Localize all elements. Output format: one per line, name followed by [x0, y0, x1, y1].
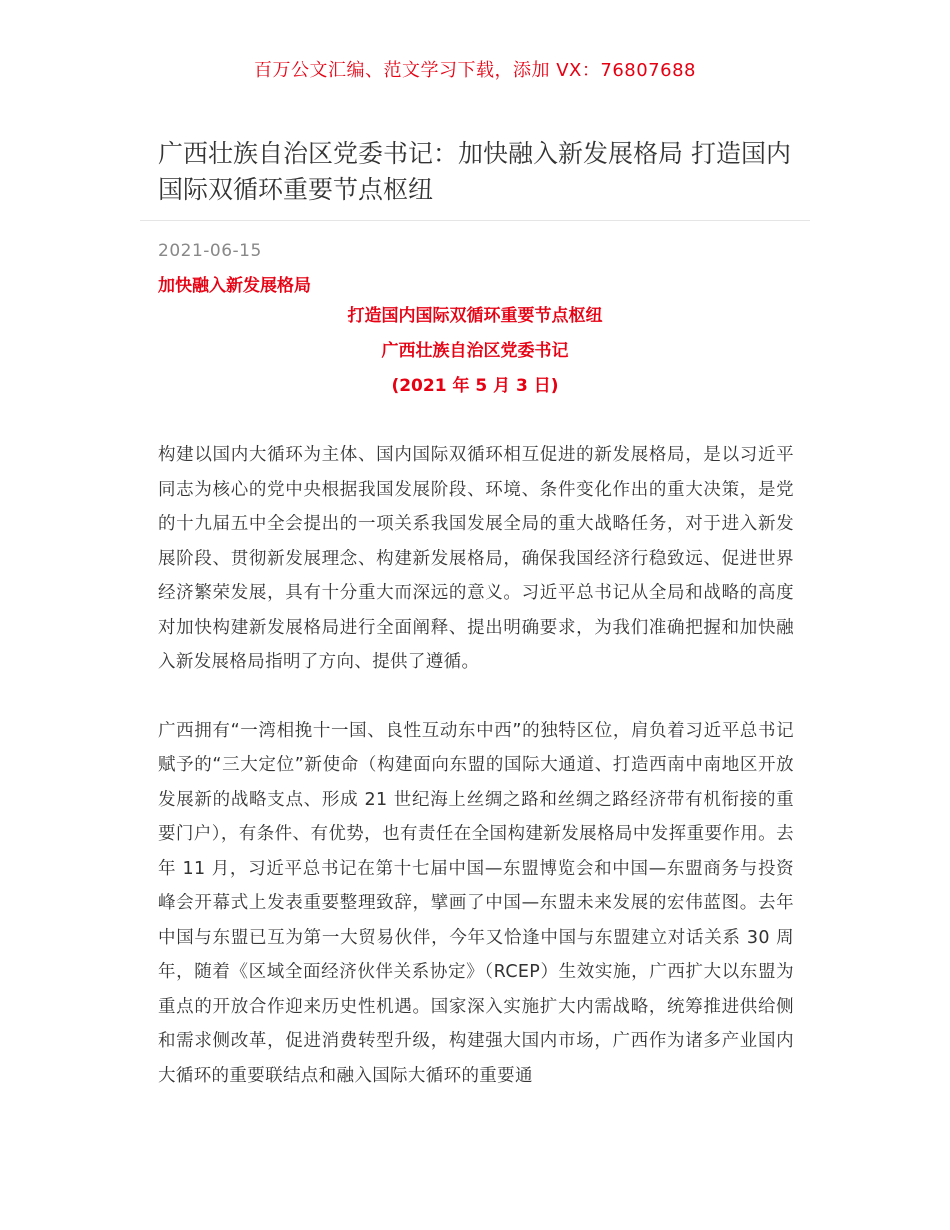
promo-banner: 百万公文汇编、范文学习下载，添加 VX：76807688: [254, 60, 696, 81]
title-divider: [140, 220, 810, 221]
article-body: [158, 438, 794, 1127]
publish-date: 2021-06-15: [158, 241, 262, 261]
centered-heading-date: (2021 年 5 月 3 日): [391, 376, 559, 396]
body-paragraph: 构建以国内大循环为主体、国内国际双循环相互促进的新发展格局，是以习近平同志为核心的党中央根据我国发展阶段、环境、条件变化作出的重大决策，是党的十九届五中全会提出的一项关系我国发展全局的重大战略任务，对于进入新发展阶段、贯彻新发展理念、构建新发展格局，确保我国经济行稳致远、促进世界经济繁荣发展，具有十分重大而深远的意义。习近平总书记从全局和战略的高度对加快构建新发展格局进行全面阐释、提出明确要求，为我们准确把握和加快融入新发展格局指明了方向、提供了遵循。: [158, 445, 794, 672]
body-paragraph: 广西拥有“一湾相挽十一国、良性互动东中西”的独特区位，肩负着习近平总书记赋予的“三大定位”新使命（构建面向东盟的国际大通道、打造西南中南地区开放发展新的战略支点、形成 21 世纪海上丝绸之路和丝绸之路经济带有机衔接的重要门户），有条件、有优势，也有责任在全国构建新发展格局中发挥重要作用。去年 11 月，习近平总书记在第十七届中国—东盟博览会和中国—东盟商务与投资峰会开幕式上发表重要整理致辞，擘画了中国—东盟未来发展的宏伟蓝图。去年中国与东盟已互为第一大贸易伙伴，今年又恰逢中国与东盟建立对话关系 30 周年，随着《区域全面经济伙伴关系协定》（RCEP）生效实施，广西扩大以东盟为重点的开放合作迎来历史性机遇。国家深入实施扩大内需战略，统筹推进供给侧和需求侧改革，促进消费转型升级，构建强大国内市场，广西作为诸多产业国内大循环的重要联结点和融入国际大循环的重要通: [158, 720, 794, 1086]
centered-heading-title: 打造国内国际双循环重要节点枢纽: [347, 306, 603, 326]
centered-heading-author: 广西壮族自治区党委书记: [381, 341, 569, 361]
section-subheading: 加快融入新发展格局: [158, 276, 311, 296]
article-title: 广西壮族自治区党委书记：加快融入新发展格局 打造国内国际双循环重要节点枢纽: [158, 139, 791, 204]
centered-headings: [158, 305, 792, 410]
